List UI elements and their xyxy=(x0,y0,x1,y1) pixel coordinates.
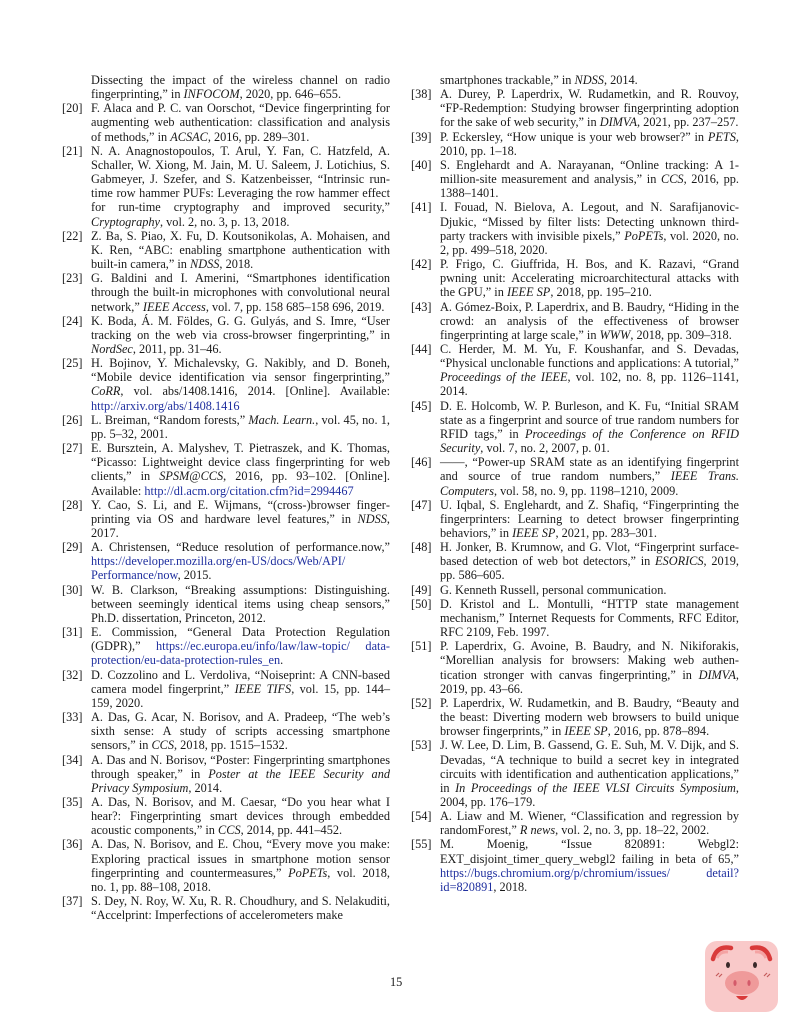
reference-venue: Proceedings of the IEEE xyxy=(440,370,568,385)
reference-venue: SPSM@CCS xyxy=(159,469,224,484)
reference-number: [54] xyxy=(411,809,432,824)
reference-text: U. Iqbal, S. Englehardt, and Z. Shafiq, “Fingerprinting the fingerprinters: Learning to detect browser fingerprinting behaviors,” in xyxy=(440,497,739,540)
reference-text: , vol. 7, pp. 158 685–158 696, 2019. xyxy=(205,299,385,314)
reference-entry xyxy=(411,809,739,837)
reference-number: [47] xyxy=(411,497,432,512)
reference-text: ——, “Power-up SRAM state as an identifying fingerprint and source of true random numbers,” xyxy=(440,455,739,484)
reference-entry xyxy=(62,314,390,356)
reference-venue: IEEE TIFS xyxy=(234,681,292,696)
reference-number: [21] xyxy=(62,143,83,158)
reference-number: [28] xyxy=(62,497,83,512)
reference-continuation xyxy=(62,73,390,101)
reference-venue: PoPETs xyxy=(288,865,328,880)
reference-venue: IEEE SP xyxy=(506,285,551,300)
reference-number: [41] xyxy=(411,200,432,215)
reference-text: , vol. 45, no. 1, pp. 5–32, 2001. xyxy=(91,412,391,441)
reference-number: [37] xyxy=(62,894,83,909)
reference-text: G. Baldini and I. Amerini, “Smartphones identification through the built-in microphones with convolutional neural network,” xyxy=(91,271,390,314)
reference-entry xyxy=(62,837,390,894)
reference-text: , 2016, pp. 878–894. xyxy=(607,724,710,739)
reference-number: [36] xyxy=(62,837,83,852)
reference-text: , 2010, pp. 1–18. xyxy=(440,129,739,158)
reference-text: A. Gómez-Boix, P. Laperdrix, and B. Baudry, “Hiding in the crowd: an analysis of the effectiveness of browser fingerprinting at large scale,” in xyxy=(440,299,739,342)
reference-list xyxy=(62,101,390,922)
reference-number: [24] xyxy=(62,313,83,328)
reference-text: , vol. 102, no. 8, pp. 1126–1141, 2014. xyxy=(440,370,740,399)
reference-text: S. Dey, N. Roy, W. Xu, R. R. Choudhury, and S. Nelakuditi, “Accelprint: Imperfections of accelerometers make xyxy=(91,894,390,923)
reference-text: E. Bursztein, A. Malyshev, T. Pietraszek, and K. Thomas, “Picasso: Lightweight device class fingerprinting for web clients,” in xyxy=(91,441,390,484)
reference-number: [31] xyxy=(62,625,83,640)
reference-text: , vol. 2, no. 3, p. 13, 2018. xyxy=(160,214,290,229)
reference-venue: IEEE SP xyxy=(564,724,608,739)
reference-venue: ESORICS xyxy=(655,554,704,569)
reference-text: , vol. 2020, no. 2, pp. 499–518, 2020. xyxy=(440,228,739,257)
reference-entry xyxy=(62,583,390,625)
reference-venue: CCS xyxy=(151,738,175,753)
reference-entry xyxy=(62,144,390,229)
reference-number: [53] xyxy=(411,738,432,753)
reference-text: H. Bojinov, Y. Michalevsky, G. Nakibly, and D. Boneh, “Mobile device identification via sensor fingerprinting,” xyxy=(91,356,390,385)
reference-entry xyxy=(62,101,390,143)
reference-text: E. Commission, “General Data Protection Regulation (GDPR),” xyxy=(91,625,390,654)
reference-text: , 2014. xyxy=(603,73,638,87)
reference-entry xyxy=(411,583,739,597)
reference-text: D. Cozzolino and L. Verdoliva, “Noiseprint: A CNN-based camera model fingerprint,” xyxy=(91,667,390,696)
reference-text: , 2014. xyxy=(188,780,223,795)
reference-venue: Proceedings of the Conference on RFID Security xyxy=(440,426,739,456)
reference-venue: NDSS xyxy=(574,73,604,87)
reference-number: [42] xyxy=(411,257,432,272)
reference-text: , 2004, pp. 176–179. xyxy=(440,780,739,809)
reference-text: D. Kristol and L. Montulli, “HTTP state management mechanism,” Internet Requests for Comments, RFC Editor, RFC 2109, Feb. 1997. xyxy=(440,596,739,640)
reference-venue: Poster at the IEEE Security and Privacy Symposium xyxy=(91,766,390,795)
reference-text: A. Das, N. Borisov, and M. Caesar, “Do you hear what I hear?: Fingerprinting smart devices through embedded acoustic components,” in xyxy=(91,794,390,838)
page-number: 15 xyxy=(390,975,403,989)
reference-number: [50] xyxy=(411,596,432,611)
reference-entry xyxy=(62,356,390,413)
reference-text: A. Christensen, “Reduce resolution of performance.now,” xyxy=(91,540,390,555)
reference-text: A. Liaw and M. Wiener, “Classification and regression by randomForest,” xyxy=(440,809,739,838)
reference-text: P. Laperdrix, W. Rudametkin, and B. Baudry, “Beauty and the beast: Diverting modern web browsers to build unique browser fingerprints,” in xyxy=(440,695,739,739)
reference-text: , 2019, pp. 586–605. xyxy=(440,554,739,583)
reference-entry xyxy=(62,753,390,795)
reference-entry xyxy=(62,710,390,752)
reference-link[interactable]: https://ec.europa.eu/info/law/law-topic/ data-protection/eu-data-protection-rules_en xyxy=(91,639,390,668)
reference-entry xyxy=(411,597,739,639)
reference-text: P. Frigo, C. Giuffrida, H. Bos, and K. Razavi, “Grand pwning unit: Accelerating microarchitectural attacks with the GPU,” in xyxy=(440,257,739,300)
reference-number: [51] xyxy=(411,639,432,654)
reference-text: , 2021, pp. 237–257. xyxy=(637,115,739,130)
reference-text: , 2018, pp. 195–210. xyxy=(550,285,652,300)
reference-entry xyxy=(62,540,390,582)
reference-entry xyxy=(411,130,739,158)
reference-entry xyxy=(411,300,739,342)
reference-text: , vol. abs/1408.1416, 2014. [Online]. Available: xyxy=(120,384,390,399)
reference-entry xyxy=(411,399,739,456)
reference-text: , 2015. xyxy=(177,568,212,583)
reference-text: H. Jonker, B. Krumnow, and G. Vlot, “Fingerprint surface-based detection of web bot detectors,” in xyxy=(440,540,739,569)
reference-text: , 2016, pp. 93–102. [Online]. Available: xyxy=(91,469,390,498)
reference-text: , 2021, pp. 283–301. xyxy=(555,526,657,540)
reference-text: , 2017. xyxy=(91,511,390,540)
reference-number: [34] xyxy=(62,752,83,767)
reference-entry xyxy=(62,668,390,710)
reference-text: , vol. 15, pp. 144–159, 2020. xyxy=(91,681,390,710)
reference-link[interactable]: https://developer.mozilla.org/en-US/docs/Web/API/ Performance/now xyxy=(91,554,346,583)
reference-entry xyxy=(411,158,739,200)
reference-entry xyxy=(62,413,390,441)
reference-number: [49] xyxy=(411,582,432,597)
reference-link[interactable]: https://bugs.chromium.org/p/chromium/issues/ detail?id=820891 xyxy=(440,865,739,894)
reference-number: [35] xyxy=(62,794,83,809)
reference-text: J. W. Lee, D. Lim, B. Gassend, G. E. Suh, M. V. Dijk, and S. Devadas, “A technique to build a secret key in integrated circuits with identification and authentication applications,” in xyxy=(440,738,739,795)
reference-number: [22] xyxy=(62,228,83,243)
left-eye xyxy=(726,962,730,968)
reference-text: , vol. 7, no. 2, 2007, p. 01. xyxy=(480,441,610,456)
reference-text: , 2014, pp. 441–452. xyxy=(240,823,343,838)
reference-text: , vol. 58, no. 9, pp. 1198–1210, 2009. xyxy=(493,483,679,498)
right-column xyxy=(411,73,739,894)
reference-venue: WWW xyxy=(599,327,631,342)
reference-text: M. Moenig, “Issue 820891: Webgl2: EXT_disjoint_timer_query_webgl2 failing in beta of 65,” xyxy=(440,837,739,866)
reference-venue: CoRR xyxy=(91,384,121,399)
reference-text: , 2018. xyxy=(493,879,528,894)
reference-entry xyxy=(411,540,739,582)
reference-number: [40] xyxy=(411,157,432,172)
reference-text: F. Alaca and P. C. van Oorschot, “Device fingerprinting for augmenting web authentication: classification and analysis of methods,” in xyxy=(91,101,390,144)
reference-number: [23] xyxy=(62,271,83,286)
reference-text: , vol. 2, no. 3, pp. 18–22, 2002. xyxy=(555,823,710,838)
reference-text: Y. Cao, S. Li, and E. Wijmans, “(cross-)browser fingerprinting via OS and hardware level features,” in xyxy=(91,497,390,526)
reference-text: L. Breiman, “Random forests,” xyxy=(91,412,249,427)
reference-entry xyxy=(411,498,739,540)
reference-number: [33] xyxy=(62,710,83,725)
reference-text: , 2019, pp. 43–66. xyxy=(440,667,739,696)
reference-venue: IEEE Access xyxy=(142,299,206,314)
reference-entry xyxy=(411,455,739,497)
reference-text: D. E. Holcomb, W. P. Burleson, and K. Fu, “Initial SRAM state as a fingerprint and source of true random numbers for RFID tags,” in xyxy=(440,398,739,441)
reference-list xyxy=(411,87,739,894)
reference-number: [45] xyxy=(411,398,432,413)
pig-face-logo xyxy=(703,939,780,1014)
reference-entry xyxy=(62,795,390,837)
reference-text: , 2011, pp. 31–46. xyxy=(132,341,222,356)
reference-text: . xyxy=(280,653,284,668)
reference-text: , 2016, pp. 289–301. xyxy=(207,129,310,144)
reference-text: A. Das and N. Borisov, “Poster: Fingerprinting smartphones through speaker,” in xyxy=(91,752,390,781)
reference-text: smartphones trackable,” in xyxy=(440,73,575,87)
reference-text: P. Laperdrix, G. Avoine, B. Baudry, and N. Nikiforakis, “Morellian analysis for browsers: Making web authentication stronger with canvas fingerprinting,” in xyxy=(440,639,739,682)
reference-text: G. Kenneth Russell, personal communication. xyxy=(440,582,667,597)
reference-venue: DIMVA xyxy=(599,115,638,130)
reference-text: , 2016, pp. 1388–1401. xyxy=(440,172,739,201)
reference-entry xyxy=(411,87,739,129)
reference-text: , 2018, pp. 309–318. xyxy=(630,327,732,342)
reference-entry xyxy=(411,342,739,399)
reference-venue: ACSAC xyxy=(170,129,208,144)
snout xyxy=(725,971,759,995)
left-column xyxy=(62,73,390,922)
reference-number: [48] xyxy=(411,540,432,555)
reference-number: [32] xyxy=(62,667,83,682)
reference-text: Z. Ba, S. Piao, X. Fu, D. Koutsonikolas, A. Mohaisen, and K. Ren, “ABC: enabling smartphone authentication with built-in camera,” in xyxy=(91,228,390,272)
reference-venue: IEEE Trans. Computers xyxy=(440,469,739,498)
reference-link[interactable]: http://dl.acm.org/citation.cfm?id=2994467 xyxy=(144,483,354,498)
reference-number: [52] xyxy=(411,695,432,710)
reference-text: , 2020, pp. 646–655. xyxy=(239,87,342,102)
reference-venue: IEEE SP xyxy=(512,526,556,540)
reference-text: K. Boda, Á. M. Földes, G. G. Gulyás, and S. Imre, “User tracking on the web via cross-browser fingerprinting,” in xyxy=(91,313,390,342)
reference-text: W. B. Clarkson, “Breaking assumptions: Distinguishing. between seemingly identical items using cheap sensors,” Ph.D. dissertation, Princeton, 2012. xyxy=(91,582,390,625)
reference-entry xyxy=(62,441,390,498)
reference-entry xyxy=(62,894,390,922)
right-nostril xyxy=(747,980,750,986)
reference-text: Dissecting the impact of the wireless channel on radio fingerprinting,” in xyxy=(91,73,390,102)
reference-venue: Cryptography xyxy=(91,214,160,229)
reference-text: A. Das, G. Acar, N. Borisov, and A. Pradeep, “The web’s sixth sense: A study of scripts accessing smartphone sensors,” in xyxy=(91,710,390,753)
reference-text: , 2018, pp. 1515–1532. xyxy=(174,738,288,753)
reference-number: [39] xyxy=(411,129,432,144)
pig-icon xyxy=(703,939,780,1014)
reference-text: S. Englehardt and A. Narayanan, “Online tracking: A 1-million-site measurement and analysis,” in xyxy=(440,157,739,187)
reference-venue: R news xyxy=(519,823,556,838)
reference-venue: DIMVA xyxy=(698,667,736,682)
reference-entry xyxy=(411,200,739,257)
reference-venue: CCS xyxy=(661,172,684,187)
reference-number: [29] xyxy=(62,540,83,555)
reference-number: [20] xyxy=(62,101,83,116)
reference-venue: PETS xyxy=(707,129,736,144)
reference-text: , vol. 2018, no. 1, pp. 88–108, 2018. xyxy=(91,865,391,894)
reference-venue: Mach. Learn. xyxy=(248,412,316,427)
reference-venue: CCS xyxy=(218,823,241,838)
reference-number: [38] xyxy=(411,87,432,102)
right-eye xyxy=(753,962,757,968)
reference-number: [43] xyxy=(411,299,432,314)
reference-text: I. Fouad, N. Bielova, A. Legout, and N. Sarafijanovic-Djukic, “Missed by filter lists: Detecting unknown third-party trackers with invisible pixels,” xyxy=(440,200,739,243)
reference-entry xyxy=(411,738,739,809)
reference-number: [26] xyxy=(62,412,83,427)
reference-venue: PoPETs xyxy=(624,228,664,243)
reference-entry xyxy=(411,837,739,894)
reference-text: C. Herder, M. M. Yu, F. Koushanfar, and S. Devadas, “Physical unclonable functions and applications: A tutorial,” xyxy=(440,341,739,371)
reference-text: P. Eckersley, “How unique is your web browser?” in xyxy=(440,129,708,144)
reference-venue: NordSec xyxy=(91,341,133,356)
reference-entry xyxy=(62,229,390,271)
reference-text: N. A. Anagnostopoulos, T. Arul, Y. Fan, C. Hatzfeld, A. Schaller, W. Xiong, M. Jain, M. U. Saleem, J. Lotichius, S. Gabmeyer, J. Szefer, and S. Katzenbeisser, “Intrinsic run-time row hammer PUFs: Leveraging the row hammer effect for run-time cryptography and improved security,” xyxy=(91,143,390,215)
reference-entry xyxy=(411,639,739,696)
reference-entry xyxy=(62,271,390,313)
reference-text: , 2018. xyxy=(219,257,254,272)
reference-entry xyxy=(411,257,739,299)
reference-text: A. Das, N. Borisov, and E. Chou, “Every move you make: Exploring practical issues in smartphone motion sensor fingerprinting and countermeasures,” xyxy=(91,837,390,880)
reference-number: [27] xyxy=(62,441,83,456)
reference-venue: NDSS xyxy=(190,257,220,272)
reference-link[interactable]: http://arxiv.org/abs/1408.1416 xyxy=(91,398,240,413)
reference-number: [55] xyxy=(411,837,432,852)
reference-number: [44] xyxy=(411,341,432,356)
reference-continuation xyxy=(411,73,739,87)
reference-venue: In Proceedings of the IEEE VLSI Circuits Symposium xyxy=(455,780,736,795)
reference-number: [46] xyxy=(411,455,432,470)
reference-entry xyxy=(62,498,390,540)
reference-number: [30] xyxy=(62,582,83,597)
reference-entry xyxy=(62,625,390,667)
reference-text: A. Durey, P. Laperdrix, W. Rudametkin, and R. Rouvoy, “FP-Redemption: Studying browser fingerprinting adoption for the sake of web security,” in xyxy=(440,87,739,130)
left-nostril xyxy=(733,980,736,986)
reference-entry xyxy=(411,696,739,738)
reference-number: [25] xyxy=(62,356,83,371)
reference-venue: INFOCOM xyxy=(183,87,240,102)
reference-venue: NDSS xyxy=(357,511,387,526)
